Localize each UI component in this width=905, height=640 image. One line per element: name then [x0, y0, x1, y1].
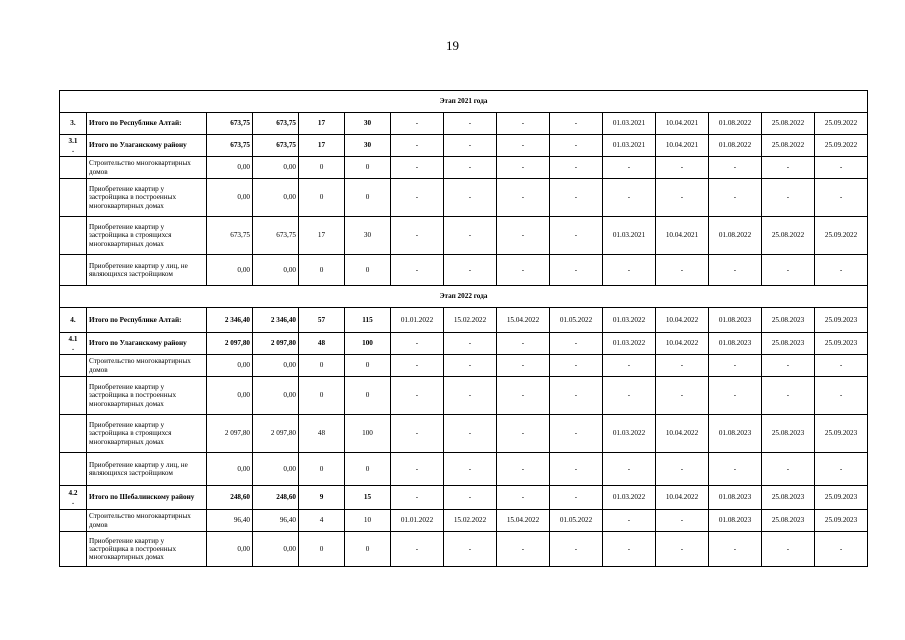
row-number [60, 157, 87, 179]
table-cell: 57 [299, 308, 345, 333]
table-cell: - [709, 453, 762, 486]
table-cell: 0,00 [207, 179, 253, 217]
table-cell: 01.08.2022 [709, 113, 762, 135]
table-cell: 0,00 [207, 377, 253, 415]
table-row [60, 453, 868, 486]
table-cell: 4 [299, 510, 345, 532]
table-cell: 673,75 [253, 113, 299, 135]
table-cell: 673,75 [253, 217, 299, 255]
table-cell: 48 [299, 333, 345, 355]
table-cell: - [550, 113, 603, 135]
table-cell: - [550, 415, 603, 453]
table-cell: - [391, 255, 444, 286]
table-cell: 30 [345, 113, 391, 135]
table-cell: 0,00 [253, 157, 299, 179]
table-cell: 0,00 [207, 355, 253, 377]
table-cell: - [391, 135, 444, 157]
table-cell: - [391, 486, 444, 510]
table-cell: 15.04.2022 [497, 510, 550, 532]
table-cell: 0,00 [207, 255, 253, 286]
table-row [60, 532, 868, 567]
table-cell: 0,00 [253, 532, 299, 567]
table-cell: 673,75 [207, 113, 253, 135]
table-cell: - [444, 486, 497, 510]
table-cell: - [497, 355, 550, 377]
table-cell: 01.03.2022 [603, 486, 656, 510]
table-cell: 2 346,40 [207, 308, 253, 333]
table-cell: - [497, 255, 550, 286]
table-row [60, 113, 868, 135]
row-number: 4. [60, 308, 87, 333]
table-cell: 30 [345, 135, 391, 157]
row-title: Приобретение квартир у застройщика в строящихся многоквартирных домах [87, 415, 207, 453]
table-cell: 0 [345, 157, 391, 179]
table-cell: 10.04.2022 [656, 486, 709, 510]
table-cell: - [391, 333, 444, 355]
table-cell: - [444, 333, 497, 355]
table-cell: 96,40 [207, 510, 253, 532]
table-cell: - [444, 453, 497, 486]
table-cell: 0,00 [253, 179, 299, 217]
table-cell: 25.09.2023 [815, 308, 868, 333]
table-cell: 01.01.2022 [391, 510, 444, 532]
table-row [60, 486, 868, 510]
row-title: Итого по Республике Алтай: [87, 308, 207, 333]
row-number [60, 453, 87, 486]
row-number [60, 510, 87, 532]
row-title: Итого по Шебалинскому району [87, 486, 207, 510]
table-cell: - [656, 355, 709, 377]
table-cell: 100 [345, 333, 391, 355]
table-cell: 10.04.2021 [656, 113, 709, 135]
table-cell: 01.03.2021 [603, 217, 656, 255]
table-cell: - [444, 113, 497, 135]
table-cell: 01.08.2023 [709, 333, 762, 355]
row-title: Строительство многоквартирных домов [87, 510, 207, 532]
row-number [60, 415, 87, 453]
table-cell: 2 346,40 [253, 308, 299, 333]
table-cell: - [709, 255, 762, 286]
table-row [60, 179, 868, 217]
table-cell: 17 [299, 135, 345, 157]
table-cell: - [762, 453, 815, 486]
table-cell: 673,75 [207, 135, 253, 157]
table-cell: - [497, 333, 550, 355]
table-cell: 0 [345, 453, 391, 486]
table-cell: 25.09.2023 [815, 333, 868, 355]
table-cell: - [391, 113, 444, 135]
row-title: Итого по Улаганскому району [87, 135, 207, 157]
table-cell: 0 [299, 532, 345, 567]
row-title: Приобретение квартир у лиц, не являющихся застройщиком [87, 453, 207, 486]
table-row [60, 377, 868, 415]
table-cell: - [391, 355, 444, 377]
table-cell: 248,60 [253, 486, 299, 510]
table-cell: 01.05.2022 [550, 510, 603, 532]
table-cell: 10.04.2022 [656, 333, 709, 355]
table-cell: - [444, 377, 497, 415]
table-cell: - [815, 157, 868, 179]
row-title: Приобретение квартир у застройщика в построенных многоквартирных домах [87, 532, 207, 567]
table-cell: - [709, 157, 762, 179]
table-cell: - [815, 255, 868, 286]
table-cell: 0,00 [253, 453, 299, 486]
row-number [60, 255, 87, 286]
table-cell: 2 097,80 [207, 415, 253, 453]
table-cell: - [444, 157, 497, 179]
table-cell: 15 [345, 486, 391, 510]
table-cell: 100 [345, 415, 391, 453]
table-cell: 115 [345, 308, 391, 333]
table-row [60, 333, 868, 355]
table-cell: 01.08.2022 [709, 135, 762, 157]
table-cell: 0,00 [253, 255, 299, 286]
table-cell: 0 [345, 377, 391, 415]
table-cell: 673,75 [253, 135, 299, 157]
table-cell: - [497, 179, 550, 217]
table-cell: - [815, 355, 868, 377]
table-cell: - [444, 415, 497, 453]
table-cell: - [762, 255, 815, 286]
table-cell: 25.09.2023 [815, 510, 868, 532]
table-cell: 17 [299, 217, 345, 255]
table-cell: - [656, 377, 709, 415]
table-cell: - [762, 179, 815, 217]
table-cell: - [603, 255, 656, 286]
table-cell: 0,00 [207, 157, 253, 179]
table-cell: 15.02.2022 [444, 510, 497, 532]
table-cell: - [815, 377, 868, 415]
table-cell: 0,00 [207, 453, 253, 486]
table-cell: - [709, 532, 762, 567]
table-cell: 25.09.2023 [815, 415, 868, 453]
row-number: 4.2 . [60, 486, 87, 510]
row-title: Итого по Республике Алтай: [87, 113, 207, 135]
table-cell: 25.08.2022 [762, 217, 815, 255]
row-title: Строительство многоквартирных домов [87, 355, 207, 377]
table-cell: 2 097,80 [253, 415, 299, 453]
table-cell: - [709, 355, 762, 377]
table-cell: - [497, 217, 550, 255]
table-cell: - [603, 355, 656, 377]
table-cell: 48 [299, 415, 345, 453]
table-cell: 25.09.2022 [815, 113, 868, 135]
table-cell: - [550, 217, 603, 255]
table-cell: - [550, 333, 603, 355]
table-cell: - [444, 532, 497, 567]
table-cell: 0,00 [253, 377, 299, 415]
table-cell: 30 [345, 217, 391, 255]
table-cell: 0 [345, 355, 391, 377]
row-title: Приобретение квартир у застройщика в строящихся многоквартирных домах [87, 217, 207, 255]
table-cell: 25.09.2022 [815, 135, 868, 157]
table-cell: 9 [299, 486, 345, 510]
table-row [60, 217, 868, 255]
table-cell: - [391, 377, 444, 415]
row-number: 3. [60, 113, 87, 135]
row-title: Итого по Улаганскому району [87, 333, 207, 355]
table-cell: - [603, 453, 656, 486]
table-cell: - [391, 157, 444, 179]
table-cell: 01.08.2023 [709, 486, 762, 510]
row-title: Строительство многоквартирных домов [87, 157, 207, 179]
table-cell: 25.08.2023 [762, 308, 815, 333]
table-cell: - [762, 355, 815, 377]
table-cell: - [444, 217, 497, 255]
row-number [60, 217, 87, 255]
row-number [60, 355, 87, 377]
table-cell: 17 [299, 113, 345, 135]
table-cell: - [497, 135, 550, 157]
table-cell: 10.04.2022 [656, 415, 709, 453]
table-cell: 0 [345, 255, 391, 286]
table-cell: 25.09.2023 [815, 486, 868, 510]
table-cell: 01.05.2022 [550, 308, 603, 333]
table-cell: - [550, 355, 603, 377]
table-cell: 01.08.2022 [709, 217, 762, 255]
table-cell: 0 [299, 355, 345, 377]
row-number: 4.1 . [60, 333, 87, 355]
table-cell: - [444, 355, 497, 377]
table-cell: - [603, 179, 656, 217]
table-cell: 25.08.2023 [762, 486, 815, 510]
row-number [60, 377, 87, 415]
table-cell: - [497, 377, 550, 415]
table-cell: 10.04.2022 [656, 308, 709, 333]
table-row [60, 510, 868, 532]
table-cell: 248,60 [207, 486, 253, 510]
table-cell: 01.03.2021 [603, 135, 656, 157]
table-cell: 25.08.2023 [762, 415, 815, 453]
table-cell: 25.08.2023 [762, 333, 815, 355]
table-cell: 25.09.2022 [815, 217, 868, 255]
table-cell: 01.08.2023 [709, 415, 762, 453]
stage-title: Этап 2021 года [60, 91, 868, 113]
row-title: Приобретение квартир у застройщика в построенных многоквартирных домах [87, 179, 207, 217]
table-cell: - [815, 453, 868, 486]
table-cell: 25.08.2022 [762, 135, 815, 157]
table-cell: - [391, 453, 444, 486]
table-cell: 01.03.2022 [603, 308, 656, 333]
table-cell: - [603, 377, 656, 415]
table-cell: 0 [345, 179, 391, 217]
row-number [60, 532, 87, 567]
table-cell: 01.03.2021 [603, 113, 656, 135]
table-cell: - [391, 217, 444, 255]
table-cell: - [603, 510, 656, 532]
table-cell: - [815, 532, 868, 567]
page-number: 19 [446, 38, 459, 53]
table-cell: - [391, 415, 444, 453]
table-cell: - [656, 179, 709, 217]
table-cell: - [709, 179, 762, 217]
table-row [60, 308, 868, 333]
table-cell: - [444, 135, 497, 157]
row-number: 3.1 . [60, 135, 87, 157]
table-cell: 15.04.2022 [497, 308, 550, 333]
table-row [60, 415, 868, 453]
table-cell: 2 097,80 [207, 333, 253, 355]
table-cell: - [762, 377, 815, 415]
table-cell: 0,00 [253, 355, 299, 377]
table-cell: - [497, 113, 550, 135]
row-title: Приобретение квартир у лиц, не являющихся застройщиком [87, 255, 207, 286]
table-cell: - [550, 157, 603, 179]
table-cell: - [497, 486, 550, 510]
table-cell: - [550, 453, 603, 486]
stage-header-row [60, 286, 868, 308]
table-cell: - [444, 179, 497, 217]
table-cell: 0 [299, 157, 345, 179]
table-cell: - [497, 415, 550, 453]
table-cell: - [550, 532, 603, 567]
table-row [60, 255, 868, 286]
table-cell: - [497, 532, 550, 567]
table-cell: 01.03.2022 [603, 333, 656, 355]
table-cell: 01.08.2023 [709, 510, 762, 532]
table-cell: 10.04.2021 [656, 217, 709, 255]
stage-title: Этап 2022 года [60, 286, 868, 308]
table-cell: - [762, 532, 815, 567]
table-cell: - [603, 157, 656, 179]
table-cell: 0 [299, 255, 345, 286]
table-cell: - [762, 157, 815, 179]
table-cell: - [550, 377, 603, 415]
table-cell: - [815, 179, 868, 217]
stage-header-row [60, 91, 868, 113]
table-cell: 01.08.2023 [709, 308, 762, 333]
table-cell: 2 097,80 [253, 333, 299, 355]
table-cell: - [656, 532, 709, 567]
table-cell: - [391, 179, 444, 217]
table-cell: 673,75 [207, 217, 253, 255]
table-cell: 0 [299, 377, 345, 415]
table-row [60, 157, 868, 179]
table-row [60, 355, 868, 377]
table-cell: - [497, 453, 550, 486]
table-cell: - [550, 255, 603, 286]
table-cell: - [603, 532, 656, 567]
table-cell: - [550, 486, 603, 510]
table-cell: 10 [345, 510, 391, 532]
table-cell: 25.08.2022 [762, 113, 815, 135]
table-cell: 10.04.2021 [656, 135, 709, 157]
row-number [60, 179, 87, 217]
row-title: Приобретение квартир у застройщика в построенных многоквартирных домах [87, 377, 207, 415]
table-cell: - [709, 377, 762, 415]
program-schedule-table [59, 90, 868, 567]
table-row [60, 135, 868, 157]
table-cell: - [550, 179, 603, 217]
table-cell: - [656, 255, 709, 286]
table-cell: 01.01.2022 [391, 308, 444, 333]
table-cell: 15.02.2022 [444, 308, 497, 333]
table-cell: - [550, 135, 603, 157]
table-cell: 0 [345, 532, 391, 567]
table-cell: - [656, 157, 709, 179]
table-cell: - [391, 532, 444, 567]
table-cell: - [656, 510, 709, 532]
table-cell: - [656, 453, 709, 486]
table-cell: 0 [299, 179, 345, 217]
table-cell: 0,00 [207, 532, 253, 567]
table-cell: 01.03.2022 [603, 415, 656, 453]
table-cell: - [497, 157, 550, 179]
table-cell: 0 [299, 453, 345, 486]
table-cell: 96,40 [253, 510, 299, 532]
table-cell: - [444, 255, 497, 286]
table-cell: 25.08.2023 [762, 510, 815, 532]
